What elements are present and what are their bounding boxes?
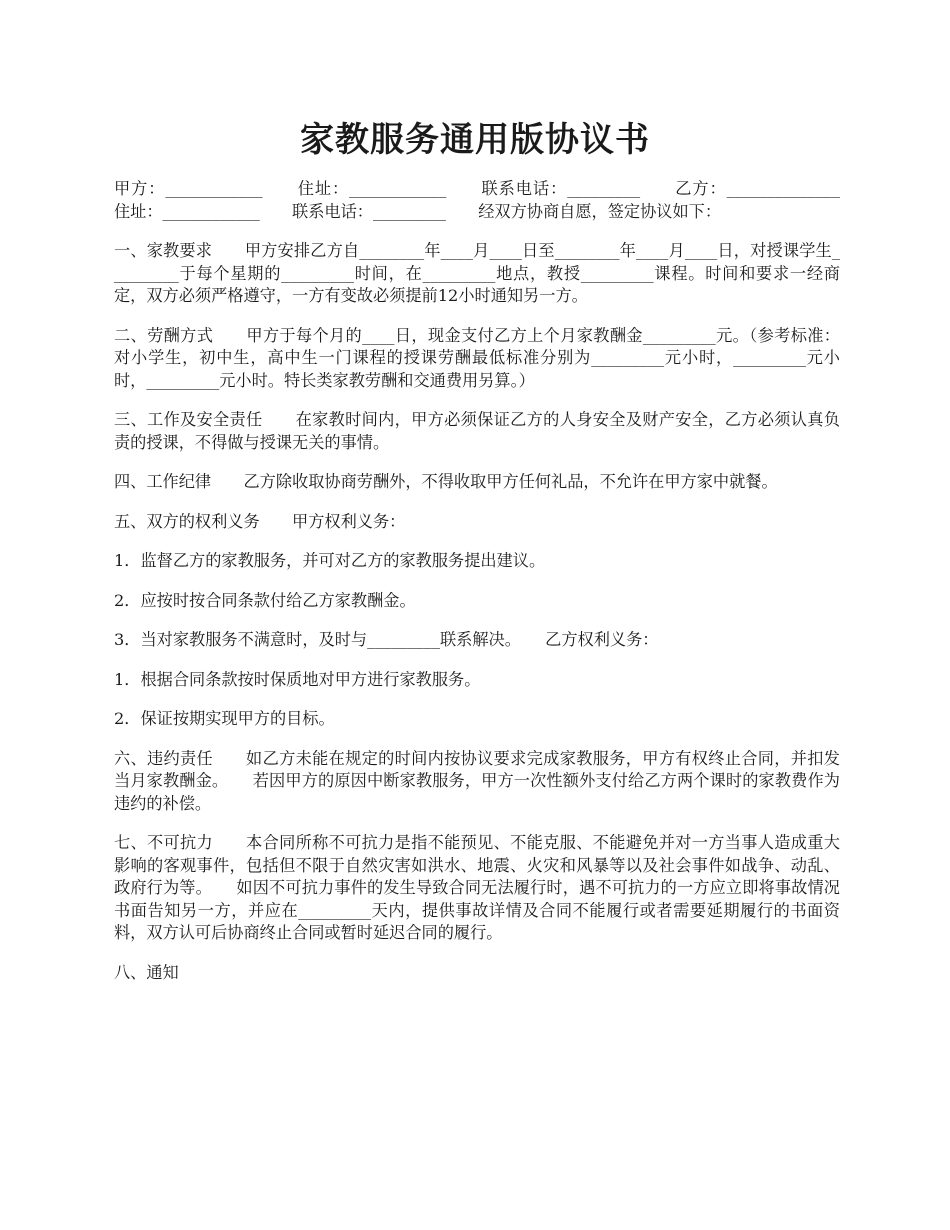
clause-4-discipline: 四、工作纪律 乙方除收取协商劳酬外，不得收取甲方任何礼品，不允许在甲方家中就餐。 — [114, 472, 778, 491]
clause-8-notice: 八、通知 — [114, 962, 179, 982]
clause-5-item-3: 3．当对家教服务不满意时，及时与_________联系解决。 乙方权利义务： — [114, 630, 659, 649]
clause-3-safety: 三、工作及安全责任 在家教时间内，甲方必须保证乙方的人身安全及财产安全，乙方必须认真负责的授课，不得做与授课无关的事情。 — [114, 410, 840, 452]
clause-5-item-1: 1．监督乙方的家教服务，并可对乙方的家教服务提出建议。 — [114, 551, 546, 570]
clause-2-payment: 二、劳酬方式 甲方于每个月的____日，现金支付乙方上个月家教酬金_________元。（参考标准：对小学生，初中生，高中生一门课程的授课劳酬最低标准分别为_________元小时，_________元小时，_________元小时。特长类家教劳酬和交通费用另算。） — [114, 325, 840, 390]
clause-1-tutoring-requirements: 一、家教要求 甲方安排乙方自________年____月____日至________年____月____日，对授课学生_________于每个星期的_________时间，在_________地点，教授_________课程。时间和要求一经商定，双方必须严格遵守，一方有变故必须提前12小时通知另一方。 — [114, 241, 840, 305]
clause-5-rights: 五、双方的权利义务 甲方权利义务： — [114, 511, 406, 531]
clause-6-breach: 六、违约责任 如乙方未能在规定的时间内按协议要求完成家教服务，甲方有权终止合同，并扣发当月家教酬金。 若因甲方的原因中断家教服务，甲方一次性额外支付给乙方两个课时的家教费作为违约的补偿。 — [114, 748, 840, 813]
clause-5-item-2: 2．应按时按合同条款付给乙方家教酬金。 — [114, 590, 416, 610]
clause-5-item-5: 2．保证按期实现甲方的目标。 — [114, 709, 335, 728]
document-title: 家教服务通用版协议书 — [300, 120, 650, 160]
document-body — [114, 178, 873, 1001]
clause-7-force-majeure: 七、不可抗力 本合同所称不可抗力是指不能预见、不能克服、不能避免并对一方当事人造成重大影响的客观事件，包括但不限于自然灾害如洪水、地震、火灾和风暴等以及社会事件如战争、动乱、政府行为等。 如因不可抗力事件的发生导致合同无法履行时，遇不可抗力的一方应立即将事故情况书面告知另一方，并应在_________天内，提供事故详情及合同不能履行或者需要延期履行的书面资料，双方认可后协商终止合同或暂时延迟合同的履行。 — [114, 833, 840, 942]
parties-paragraph: 甲方：____________ 住址：____________ 联系电话：_________ 乙方：______________ 住址：____________ 联系电话：_________ 经双方协商自愿，签定协议如下： — [114, 179, 873, 221]
clause-5-item-4: 1．根据合同条款按时保质地对甲方进行家教服务。 — [114, 669, 481, 689]
